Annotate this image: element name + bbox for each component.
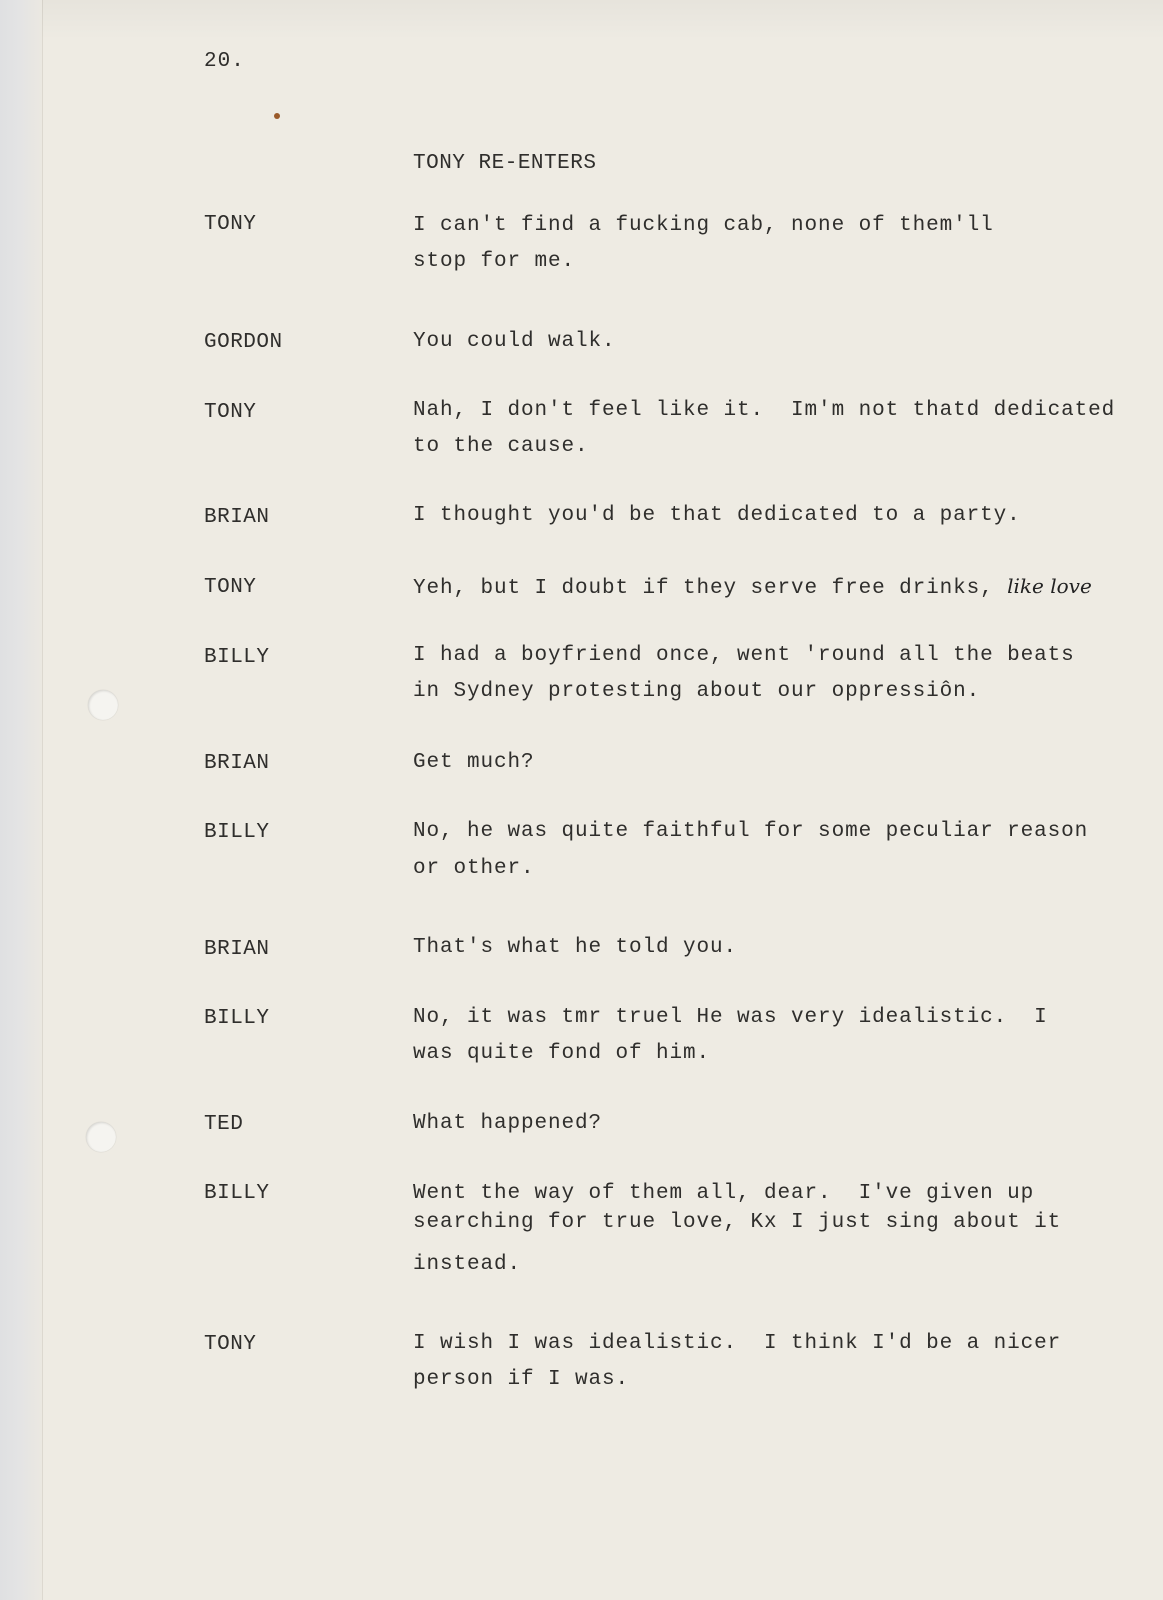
dialogue-line: No, it was tmr truel He was very idealistic. I [413, 1006, 1048, 1029]
dialogue-line: I wish I was idealistic. I think I'd be a nicer [413, 1332, 1062, 1355]
speaker-name: BILLY [204, 1007, 270, 1030]
speaker-name: TED [204, 1113, 244, 1136]
speaker-name: TONY [204, 213, 257, 236]
dialogue-line: or other. [413, 857, 535, 880]
speaker-name: BILLY [204, 646, 270, 669]
dialogue-line: person if I was. [413, 1368, 630, 1391]
dialogue-line: Nah, I don't feel like it. Im'm not thatd dedicated [413, 399, 1116, 422]
dialogue-line [413, 568, 1092, 607]
speaker-name: GORDON [204, 331, 283, 354]
dialogue-line: searching for true love, Kx I just sing about it [413, 1211, 1062, 1234]
dialogue-line: What happened? [413, 1112, 603, 1135]
speaker-name: BRIAN [204, 752, 270, 775]
dialogue-line: in Sydney protesting about our oppressiôn. [413, 680, 981, 703]
ink-mark [274, 113, 280, 119]
typed-text: Yeh, but I doubt if they serve free drinks, [413, 577, 994, 600]
speaker-name: TONY [204, 401, 257, 424]
dialogue-line: You could walk. [413, 330, 616, 353]
dialogue-line: I thought you'd be that dedicated to a party. [413, 504, 1021, 527]
handwritten-insertion: like love [1007, 574, 1092, 598]
speaker-name: BILLY [204, 821, 270, 844]
speaker-name: BILLY [204, 1182, 270, 1205]
dialogue-line: Went the way of them all, dear. I've given up [413, 1182, 1035, 1205]
dialogue-line: was quite fond of him. [413, 1042, 711, 1065]
punch-hole-lower [86, 1122, 116, 1152]
dialogue-line: No, he was quite faithful for some peculiar reason [413, 820, 1089, 843]
punch-hole-upper [88, 690, 118, 720]
page-shadow [42, 0, 1163, 40]
stage-direction: TONY RE-ENTERS [413, 152, 597, 175]
dialogue-line: I had a boyfriend once, went 'round all the beats [413, 644, 1075, 667]
dialogue-line: I can't find a fucking cab, none of them'll [413, 214, 994, 237]
speaker-name: TONY [204, 576, 257, 599]
page-number: 20. [204, 50, 245, 73]
dialogue-line: Get much? [413, 751, 535, 774]
speaker-name: TONY [204, 1333, 257, 1356]
scan-margin [0, 0, 43, 1600]
dialogue-line: to the cause. [413, 435, 589, 458]
dialogue-line: stop for me. [413, 250, 576, 273]
speaker-name: BRIAN [204, 938, 270, 961]
dialogue-line: instead. [413, 1253, 522, 1276]
dialogue-line: That's what he told you. [413, 936, 738, 959]
speaker-name: BRIAN [204, 506, 270, 529]
